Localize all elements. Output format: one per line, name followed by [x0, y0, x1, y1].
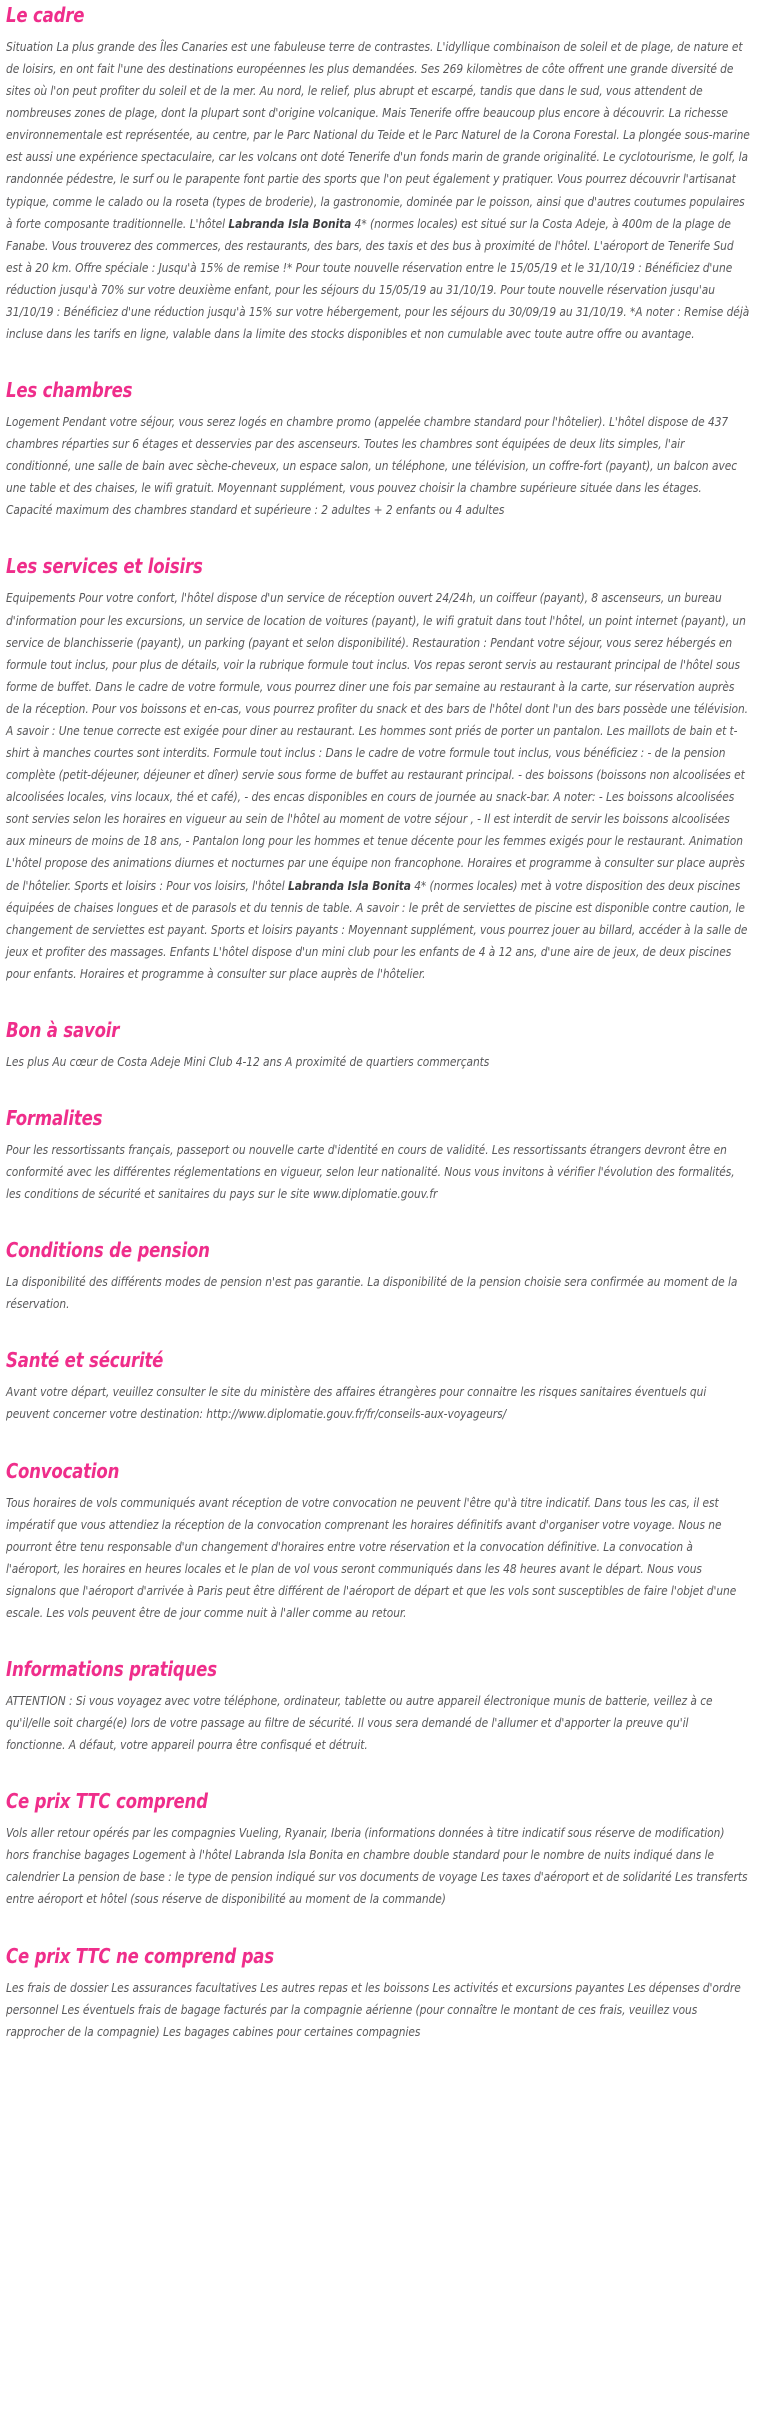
section-bon-a-savoir	[6, 1019, 752, 1073]
section-heading-informations-pratiques: Informations pratiques	[6, 1656, 217, 1681]
section-body-convocation: Tous horaires de vols communiqués avant réception de votre convocation ne peuvent l'être qu'à titre indicatif. Dans tous les cas, il est impératif que vous attendiez la réception de la convocation comprenant les horaires définitifs avant d'organiser votre voyage. Nous ne pourront être tenu responsable d'un changement d'horaires entre votre réservation et la convocation définitive. La convocation à l'aéroport, les horaires en heures locales et le plan de vol vous seront communiqués dans les 48 heures avant le départ. Nous vous signalons que l'aéroport d'arrivée à Paris peut être différent de l'aéroport de départ et que les vols sont susceptibles de faire l'objet d'une escale. Les vols peuvent être de jour comme nuit à l'aller comme au retour.	[6, 1494, 737, 1620]
section-body-ce-prix-ttc-comprend: Vols aller retour opérés par les compagnies Vueling, Ryanair, Iberia (informations données à titre indicatif sous réserve de modification) hors franchise bagages Logement à l'hôtel Labranda Isla Bonita en chambre double standard pour le nombre de nuits indiqué dans le calendrier La pension de base : le type de pension indiqué sur vos documents de voyage Les taxes d'aéroport et de solidarité Les transferts entre aéroport et hôtel (sous réserve de disponibilité au moment de la commande)	[6, 1825, 748, 1907]
section-heading-sante-et-securite: Santé et sécurité	[6, 1348, 164, 1373]
section-ce-prix-ttc-ne-comprend-pas	[6, 1945, 752, 2043]
section-heading-formalites: Formalites	[6, 1105, 103, 1130]
section-body-sante-et-securite: Avant votre départ, veuillez consulter le site du ministère des affaires étrangères pour connaitre les risques sanitaires éventuels qui peuvent concerner votre destination: http://www.diplomatie.gouv.fr/fr/conseils-aux-voyageurs/	[6, 1384, 707, 1422]
section-body-les-services-et-loisirs: Equipements Pour votre confort, l'hôtel dispose d'un service de réception ouvert 24/24h, un coiffeur (payant), 8 ascenseurs, un bureau d'information pour les excursions, un service de location de voitures (payant), le wifi gratuit dans tout l'hôtel, un point internet (payant), un service de blanchisserie (payant), un parking (payant et selon disponibilité). Restauration : Pendant votre séjour, vous serez hébergés en formule tout inclus, pour plus de détails, voir la rubrique formule tout inclus. Vos repas seront servis au restaurant principal de l'hôtel sous forme de buffet. Dans le cadre de votre formule, vous pourrez diner une fois par semaine au restaurant à la carte, sur réservation auprès de la réception. Pour vos boissons et en-cas, vous pourrez profiter du snack et des bars de l'hôtel dont l'un des bars possède une télévision. A savoir : Une tenue correcte est exigée pour diner au restaurant. Les hommes sont priés de porter un pantalon. Les maillots de bain et t-shirt à manches courtes sont interdits. Formule tout inclus : Dans le cadre de votre formule tout inclus, vous bénéficiez : - de la pension complète (petit-déjeuner, déjeuner et dîner) servie sous forme de buffet au restaurant principal. - des boissons (boissons non alcoolisées et alcoolisées locales, vins locaux, thé et café), - des encas disponibles en cours de journée au snack-bar. A noter: - Les boissons alcoolisées sont servies selon les horaires en vigueur au sein de l'hôtel au moment de votre séjour , - Il est interdit de servir les boissons alcoolisées aux mineurs de moins de 18 ans, - Pantalon long pour les hommes et tenue décente pour les femmes exigés pour le restaurant. Animation L'hôtel propose des animations diurnes et nocturnes par une équipe non francophone. Horaires et programme à consulter sur place auprès de l'hôtelier. Sports et loisirs : Pour vos loisirs, l'hôtel Labranda Isla Bonita 4* (normes locales) met à votre disposition des deux piscines équipées de chaises longues et de parasols et du tennis de table. A savoir : le prêt de serviettes de piscine est disponible contre caution, le changement de serviettes est payant. Sports et loisirs payants : Moyennant supplément, vous pourrez jouer au billard, accéder à la salle de jeux et profiter des massages. Enfants L'hôtel dispose d'un mini club pour les enfants de 4 à 12 ans, d'une aire de jeux, de deux piscines pour enfants. Horaires et programme à consulter sur place auprès de l'hôtelier.	[6, 590, 748, 981]
section-heading-les-chambres: Les chambres	[6, 378, 133, 403]
section-les-services-et-loisirs	[6, 555, 752, 984]
section-heading-convocation: Convocation	[6, 1458, 120, 1483]
section-body-bon-a-savoir: Les plus Au cœur de Costa Adeje Mini Club 4-12 ans A proximité de quartiers commerçants	[6, 1053, 490, 1069]
section-conditions-de-pension	[6, 1239, 752, 1315]
section-convocation	[6, 1460, 752, 1624]
section-sante-et-securite	[6, 1349, 752, 1425]
section-body-les-chambres: Logement Pendant votre séjour, vous serez logés en chambre promo (appelée chambre standard pour l'hôtelier). L'hôtel dispose de 437 chambres réparties sur 6 étages et desservies par des ascenseurs. Toutes les chambres sont équipées de deux lits simples, l'air conditionné, une salle de bain avec sèche-cheveux, un espace salon, un téléphone, une télévision, un coffre-fort (payant), un balcon avec une table et des chaises, le wifi gratuit. Moyennant supplément, vous pouvez choisir la chambre supérieure située dans les étages. Capacité maximum des chambres standard et supérieure : 2 adultes + 2 enfants ou 4 adultes	[6, 414, 738, 518]
section-les-chambres	[6, 379, 752, 521]
section-heading-ce-prix-ttc-comprend: Ce prix TTC comprend	[6, 1789, 208, 1814]
section-body-informations-pratiques: ATTENTION : Si vous voyagez avec votre téléphone, ordinateur, tablette ou autre appareil électronique munis de batterie, veillez à ce qu'il/elle soit chargé(e) lors de votre passage au filtre de sécurité. Il vous sera demandé de l'allumer et d'apporter la preuve qu'il fonctionne. A défaut, votre appareil pourra être confisqué et détruit.	[6, 1692, 713, 1753]
section-ce-prix-ttc-comprend	[6, 1790, 752, 1910]
section-body-le-cadre: Situation La plus grande des Îles Canaries est une fabuleuse terre de contrastes. L'idyllique combinaison de soleil et de plage, de nature et de loisirs, en ont fait l'une des destinations européennes les plus demandées. Ses 269 kilomètres de côte offrent une grande diversité de sites où l'on peut profiter du soleil et de la mer. Au nord, le relief, plus abrupt et escarpé, tandis que dans le sud, vous attendent de nombreuses zones de plage, dont la plupart sont d'origine volcanique. Mais Tenerife offre beaucoup plus encore à découvrir. La richesse environnementale est représentée, au centre, par le Parc National du Teide et le Parc Naturel de la Corona Forestal. La plongée sous-marine est aussi une expérience spectaculaire, car les volcans ont doté Tenerife d'un fonds marin de grande originalité. Le cyclotourisme, le golf, la randonnée pédestre, le surf ou le parapente font partie des sports que l'on peut également y pratiquer. Vous pourrez découvrir l'artisanat typique, comme le calado ou la roseta (types de broderie), la gastronomie, dominée par le poisson, ainsi que d'autres coutumes populaires à forte composante traditionnelle. L'hôtel Labranda Isla Bonita 4* (normes locales) est situé sur la Costa Adeje, à 400m de la plage de Fanabe. Vous trouverez des commerces, des restaurants, des bars, des taxis et des bus à proximité de l'hôtel. L'aéroport de Tenerife Sud est à 20 km. Offre spéciale : Jusqu'à 15% de remise !* Pour toute nouvelle réservation entre le 15/05/19 et le 31/10/19 : Bénéficiez d'une réduction jusqu'à 70% sur votre deuxième enfant, pour les séjours du 15/05/19 au 31/10/19. Pour toute nouvelle réservation jusqu'au 31/10/19 : Bénéficiez d'une réduction jusqu'à 15% sur votre hébergement, pour les séjours du 30/09/19 au 31/10/19. *A noter : Remise déjà incluse dans les tarifs en ligne, valable dans la limite des stocks disponibles et non cumulable avec toute autre offre ou avantage.	[6, 39, 750, 342]
section-heading-ce-prix-ttc-ne-comprend-pas: Ce prix TTC ne comprend pas	[6, 1943, 274, 1968]
section-le-cadre	[6, 4, 752, 345]
section-body-formalites: Pour les ressortissants français, passeport ou nouvelle carte d'identité en cours de validité. Les ressortissants étrangers devront être en conformité avec les différentes réglementations en vigueur, selon leur nationalité. Nous vous invitons à vérifier l'évolution des formalités, les conditions de sécurité et sanitaires du pays sur le site www.diplomatie.gouv.fr	[6, 1141, 735, 1202]
section-heading-le-cadre: Le cadre	[6, 3, 85, 27]
section-heading-bon-a-savoir: Bon à savoir	[6, 1017, 120, 1042]
section-formalites	[6, 1107, 752, 1205]
section-heading-conditions-de-pension: Conditions de pension	[6, 1238, 210, 1263]
section-body-ce-prix-ttc-ne-comprend-pas: Les frais de dossier Les assurances facultatives Les autres repas et les boissons Les activités et excursions payantes Les dépenses d'ordre personnel Les éventuels frais de bagage facturés par la compagnie aérienne (pour connaître le montant de ces frais, veuillez vous rapprocher de la compagnie) Les bagages cabines pour certaines compagnies	[6, 1979, 741, 2039]
section-informations-pratiques	[6, 1658, 752, 1756]
section-heading-les-services-et-loisirs: Les services et loisirs	[6, 554, 203, 579]
section-body-conditions-de-pension: La disponibilité des différents modes de pension n'est pas garantie. La disponibilité de la pension choisie sera confirmée au moment de la réservation.	[6, 1274, 738, 1312]
